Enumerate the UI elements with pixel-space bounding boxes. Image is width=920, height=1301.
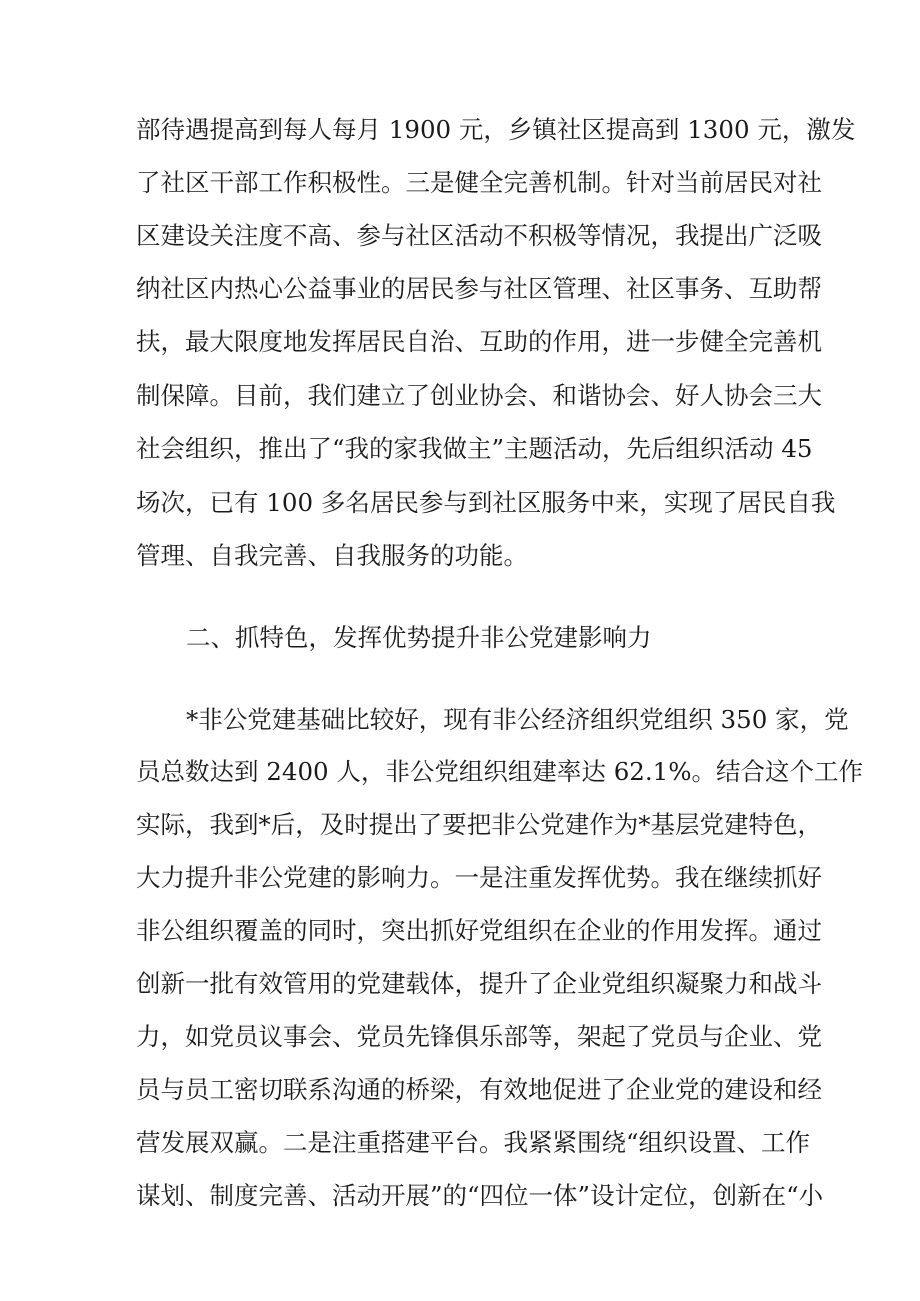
paragraph-line: 纳社区内热心公益事业的居民参与社区管理、社区事务、互助帮 [136, 274, 822, 303]
paragraph-line: 营发展双赢。二是注重搭建平台。我紧紧围绕“组织设置、工作 [136, 1128, 811, 1157]
paragraph-line: 非公组织覆盖的同时，突出抓好党组织在企业的作用发挥。通过 [136, 916, 822, 945]
paragraph-line: 大力提升非公党建的影响力。一是注重发挥优势。我在继续抓好 [136, 863, 822, 892]
paragraph-line: 了社区干部工作积极性。三是健全完善机制。针对当前居民对社 [136, 168, 822, 197]
paragraph-line: 员与员工密切联系沟通的桥梁，有效地促进了企业党的建设和经 [136, 1075, 822, 1104]
paragraph-line: 员总数达到 2400 人，非公党组织组建率达 62.1%。结合这个工作 [136, 757, 864, 786]
paragraph-line: *非公党建基础比较好，现有非公经济组织党组织 350 家，党 [186, 705, 849, 734]
paragraph-line: 部待遇提高到每人每月 1900 元，乡镇社区提高到 1300 元，激发 [136, 115, 856, 144]
paragraph-line: 管理、自我完善、自我服务的功能。 [136, 541, 528, 570]
paragraph-line: 实际，我到*后，及时提出了要把非公党建作为*基层党建特色， [136, 810, 822, 839]
paragraph-line: 创新一批有效管用的党建载体，提升了企业党组织凝聚力和战斗 [136, 969, 822, 998]
paragraph-line: 力，如党员议事会、党员先锋俱乐部等，架起了党员与企业、党 [136, 1022, 822, 1051]
paragraph-line: 制保障。目前，我们建立了创业协会、和谐协会、好人协会三大 [136, 381, 822, 410]
paragraph-line: 区建设关注度不高、参与社区活动不积极等情况，我提出广泛吸 [136, 221, 822, 250]
paragraph-line: 扶，最大限度地发挥居民自治、互助的作用，进一步健全完善机 [136, 327, 822, 356]
paragraph-line: 谋划、制度完善、活动开展”的“四位一体”设计定位，创新在“小 [136, 1181, 824, 1210]
paragraph-line: 社会组织，推出了“我的家我做主”主题活动，先后组织活动 45 [136, 434, 813, 463]
paragraph-line: 场次，已有 100 多名居民参与到社区服务中来，实现了居民自我 [136, 488, 836, 517]
section-heading: 二、抓特色，发挥优势提升非公党建影响力 [186, 623, 652, 652]
